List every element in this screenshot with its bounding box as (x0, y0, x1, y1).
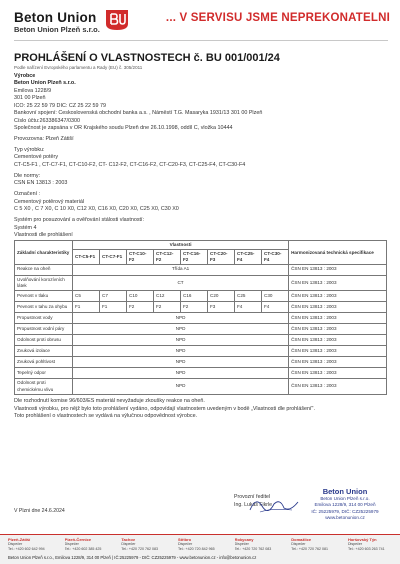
branch-name: Plzeň-Černice (64, 537, 92, 542)
footer-branch (348, 537, 394, 552)
property-value: CT (73, 275, 289, 291)
characteristic-name: Pevnost v tlaku (15, 291, 73, 302)
document-subtitle: Podle nařízení Evropského parlamentu a Rady (EU) č. 305/2011 (14, 64, 143, 70)
beton-union-logo-icon (104, 8, 130, 32)
property-value: C5 (73, 291, 100, 302)
table-row (15, 346, 387, 357)
performance-table (14, 240, 387, 395)
stamp-company: Beton Union (322, 487, 368, 496)
branch-tel: Tel.: +420 602 642 994 (8, 546, 45, 551)
spec-value: ČSN EN 13813 : 2003 (289, 335, 387, 346)
branch-role: Dispečer (234, 542, 249, 547)
property-value: F1 (73, 302, 100, 313)
manufacturer-bank: Bankovní spojení: Československá obchodní banka a.s. , Náměstí T.G. Masaryka 1931/13 301 00 Plzeň (14, 110, 263, 117)
company-subtitle: Beton Union Plzeň s.r.o. (14, 25, 100, 34)
manufacturer-label: Výrobce (14, 72, 36, 79)
spec-value: ČSN EN 13813 : 2003 (289, 313, 387, 324)
product-codes: CT-C5-F1 , CT-C7-F1, CT-C10-F2, CT- C12-F2, CT-C16-F2, CT-C20-F3, CT-C25-F4, CT-C30-F4 (14, 161, 246, 168)
manufacturer-city: 301 00 Plzeň (14, 95, 46, 102)
characteristic-name: Zvuková pohltivost (15, 357, 73, 368)
stamp-line-2: Emilova 1228/9, 314 00 Plzeň (314, 502, 376, 508)
branch-role: Dispečer (347, 542, 363, 547)
property-value: F3 (208, 302, 235, 313)
designation-codes: C 5 X0 , C 7 X0, C 10 X0, C12 X0, C16 X0, C20 X0, C25 X0, C30 X0 (14, 206, 179, 213)
system-line-2: Systém 4 (14, 224, 37, 231)
footer-branch (65, 537, 111, 552)
characteristic-name: Tepelný odpor (15, 368, 73, 379)
plant: Provozovna: Plzeň Zátiší (14, 135, 74, 142)
document-title: PROHLÁŠENÍ O VLASTNOSTECH č. BU 001/001/24 (14, 52, 280, 64)
characteristic-name: Pevnost v tahu za ohybu (15, 302, 73, 313)
spec-value: ČSN EN 13813 : 2003 (289, 324, 387, 335)
property-value: F4 (262, 302, 289, 313)
property-value: NPD (73, 335, 289, 346)
branch-name: Rokycany (234, 537, 254, 542)
branch-tel: Tel.: +420 602 385 425 (64, 546, 102, 551)
signature-area (14, 488, 386, 530)
stamp-line-1: Beton Union Plzeň s.r.o. (320, 496, 370, 502)
branch-tel: Tel.: +420 720 762 083 (234, 546, 272, 551)
spec-value: ČSN EN 13813 : 2003 (289, 291, 387, 302)
spec-value: ČSN EN 13813 : 2003 (289, 368, 387, 379)
property-value: F2 (154, 302, 181, 313)
branch-name: Stříbro (177, 537, 192, 542)
characteristic-name: Zvuková izolace (15, 346, 73, 357)
branch-role: Dispečer (291, 542, 306, 547)
table-row (15, 357, 387, 368)
header-divider (14, 40, 388, 41)
property-value: NPD (73, 346, 289, 357)
manufacturer-ids: IČO: 25 22 59 79 DIČ: CZ 25 22 59 79 (14, 102, 106, 109)
property-value: F1 (100, 302, 127, 313)
property-value: C7 (100, 291, 127, 302)
property-value: C16 (181, 291, 208, 302)
branch-name: Horšovský Týn (347, 537, 377, 542)
signer-role: Provozní ředitel (234, 494, 271, 500)
table-row (15, 302, 387, 313)
footer-branch (235, 537, 281, 552)
closing-statements (14, 398, 386, 421)
stamp-line-3: IČ: 25225979, DIČ: CZ25225979 (311, 508, 379, 514)
footer (0, 534, 400, 564)
property-value: NPD (73, 379, 289, 395)
property-value: C30 (262, 291, 289, 302)
table-row (15, 379, 387, 395)
branch-name: Plzeň-Zátiší (8, 537, 31, 542)
manufacturer-registry: Společnost je zapsána v OR Krajského soudu Plzeň dne 26.10.1998, oddíl C, vložka 10444 (14, 125, 233, 132)
column-header: CT-C16-F2 (181, 250, 208, 264)
column-header: CT-C5-F1 (73, 250, 100, 264)
property-value: F4 (235, 302, 262, 313)
table-row (15, 335, 387, 346)
manufacturer-street: Emilova 1228/9 (14, 87, 52, 94)
characteristic-name: Reakce na oheň (15, 264, 73, 275)
manufacturer-account: Číslo účtu:263386347/0300 (14, 117, 80, 124)
property-value: C10 (127, 291, 154, 302)
spec-value: ČSN EN 13813 : 2003 (289, 346, 387, 357)
footer-branches (8, 537, 394, 552)
column-header: CT-C7-F1 (100, 250, 127, 264)
closing-line-1: Dle rozhodnutí komise 96/603/ES materiál nevyžaduje zkoušky reakce na oheň. (14, 397, 205, 404)
property-value: NPD (73, 368, 289, 379)
column-header: CT-C30-F4 (262, 250, 289, 264)
spec-value: ČSN EN 13813 : 2003 (289, 379, 387, 395)
property-value: C25 (235, 291, 262, 302)
branch-tel: Tel.: +420 720 762 083 (121, 546, 158, 551)
property-value: Třída A1 (73, 264, 289, 275)
property-value: F2 (181, 302, 208, 313)
manufacturer-name: Beton Union Plzeň s.r.o. (14, 80, 76, 87)
header-properties: Vlastnosti (73, 241, 289, 250)
designation: Cementový potěrový materiál (14, 198, 85, 205)
property-value: C12 (154, 291, 181, 302)
header-basic-characteristics: Základní charakteristiky (15, 241, 73, 264)
characteristic-name: Odolnost proti chemickému vlivu (15, 379, 73, 395)
spec-value: ČSN EN 13813 : 2003 (289, 264, 387, 275)
footer-branch (291, 537, 337, 552)
branch-tel: Tel.: +420 720 762 081 (291, 546, 328, 551)
product-type-label: Typ výrobku: (14, 146, 45, 153)
signer-name: Ing. Lukáš Fikrle (234, 501, 273, 508)
document-body (14, 52, 386, 421)
branch-role: Dispečer (8, 542, 23, 547)
column-header: CT-C10-F2 (127, 250, 154, 264)
slogan: ... V SERVISU JSME NEPŘEKONATELNÍ (165, 12, 390, 24)
product-type: Cementové potěry (14, 154, 59, 161)
spec-value: ČSN EN 13813 : 2003 (289, 302, 387, 313)
branch-role: Dispečer (64, 542, 79, 547)
column-header: CT-C25-F4 (235, 250, 262, 264)
table-row (15, 264, 387, 275)
property-value: F2 (127, 302, 154, 313)
table-body (15, 264, 387, 394)
handwritten-signature (246, 494, 306, 516)
company-logo-text: Beton Union (14, 10, 97, 25)
property-value: NPD (73, 357, 289, 368)
branch-tel: Tel.: +420 603 263 741 (347, 546, 385, 551)
system-line-1: Systém pro posuzování a ověřování stálosti vlastností: (14, 217, 145, 224)
table-row (15, 368, 387, 379)
branch-name: Tachov (121, 537, 136, 542)
norm: ČSN EN 13813 : 2003 (14, 180, 68, 187)
property-value: NPD (73, 313, 289, 324)
header-harmonized-spec: Harmonizovaná technická specifikace (289, 241, 387, 264)
footer-branch (8, 537, 54, 552)
closing-line-3: Toto prohlášení o vlastnostech se vydává na výlučnou odpovědnost výrobce. (14, 413, 198, 420)
column-header: CT-C12-F2 (154, 250, 181, 264)
table-row (15, 275, 387, 291)
characteristic-name: Propustnost vodní páry (15, 324, 73, 335)
table-row (15, 313, 387, 324)
footer-branch (178, 537, 224, 552)
column-header: CT-C20-F3 (208, 250, 235, 264)
designation-label: Označení : (14, 191, 41, 198)
stamp-line-4: www.betonunion.cz (325, 514, 365, 520)
characteristic-name: Propustnost vody (15, 313, 73, 324)
footer-branch (121, 537, 167, 552)
property-value: C20 (208, 291, 235, 302)
closing-line-2: Vlastnosti výrobku, pro nějž bylo toto prohlášení vydáno, odpovídají vlastnostem uvedeným v bodě „Vlastnosti dle prohlášení". (14, 405, 315, 412)
place-and-date: V Plzni dne 24.6.2024 (14, 508, 65, 514)
table-row (15, 291, 387, 302)
spec-value: ČSN EN 13813 : 2003 (289, 275, 387, 291)
characteristic-name: Odolnost proti obrusu (15, 335, 73, 346)
branch-tel: Tel.: +420 720 842 965 (177, 546, 215, 551)
footer-company-line: Beton Union Plzeň s.r.o., Emilova 1228/9, 314 00 Plzeň | IČ:25225979 - DIČ: CZ25225979 - www.betonunion.cz - info@betonunion.cz (8, 555, 257, 560)
letterhead (0, 0, 400, 44)
property-value: NPD (73, 324, 289, 335)
branch-role: Dispečer (177, 542, 193, 547)
branch-name: Domažlice (291, 537, 312, 542)
norm-label: Dle normy: (14, 172, 41, 179)
characteristic-name: Uvolňování korozívních látek (15, 275, 73, 291)
company-stamp (300, 488, 390, 528)
branch-role: Dispečer (121, 542, 136, 547)
declared-label: Vlastnosti dle prohlášení (14, 231, 73, 238)
table-row (15, 324, 387, 335)
spec-value: ČSN EN 13813 : 2003 (289, 357, 387, 368)
